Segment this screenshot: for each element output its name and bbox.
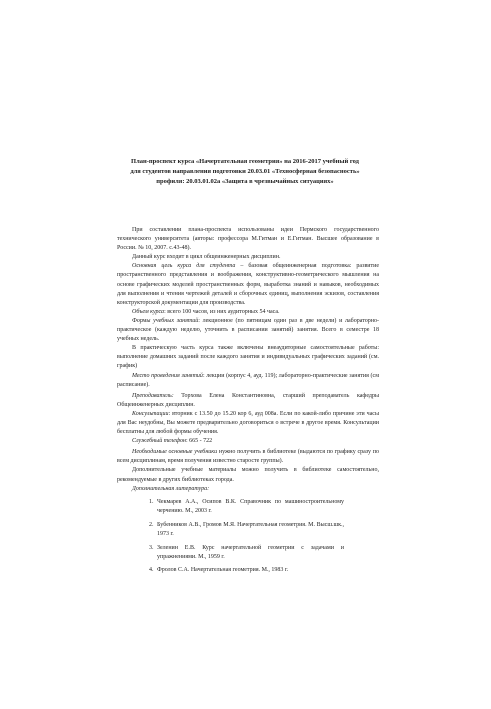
ref-text: Чекмарев А.А., Осипов В.К. Справочник по машиностроительному черчению. М., 2003 г. xyxy=(157,499,344,515)
practice-paragraph: В практическую часть курса также включены внеаудиторные самостоятельные работы: выполнение домашних заданий после каждого занятия и индивидуальных графических заданий (см. график) xyxy=(117,345,379,370)
goal-paragraph xyxy=(117,262,379,307)
consult-label: Консультации xyxy=(132,410,169,417)
intro-paragraph: При составлении плана-проспекта использованы идеи Пермского государственного технического университета (авторы: профессора М.Гитман и Е.Гитман. Высшее образование в России. № 10, 2007. с.43-48). xyxy=(117,227,379,252)
volume-paragraph xyxy=(117,308,379,317)
textbooks-text: нужно получить в библиотеке (выдаются по графику сразу по всем дисциплинам, время получения известно старосте группы). xyxy=(117,449,379,465)
document-title xyxy=(104,157,386,187)
textbooks-paragraph xyxy=(117,448,379,466)
volume-text: : всего 100 часов, из них аудиторных 54 часа. xyxy=(164,308,280,315)
title-line-3: профиля: 20.03.01.02а «Защита в чрезвычайных ситуациях» xyxy=(156,178,334,185)
refs-label: Дополнительная литература: xyxy=(132,485,210,492)
ref-number: 4. xyxy=(149,567,154,574)
teacher-text: Торхова Елена Константиновна, старший преподаватель кафедры Общеинженерных дисциплин. xyxy=(117,392,379,408)
document-body xyxy=(117,226,379,575)
forms-text: : лекционное (по пятницам один раз в две недели) и лабораторно-практическое (каждую неделю, уточнить в расписании занятий) занятия. Всего в семестре 18 учебных недель. xyxy=(117,317,379,343)
list-item xyxy=(117,566,379,575)
title-line-1: План-проспект курса «Начертательная геометрия» на 2016-2017 учебный год xyxy=(131,158,359,165)
goal-label: Основная цель курса для студента xyxy=(132,263,236,270)
ref-text: Фролов С.А. Начертательная геометрия. М., 1983 г. xyxy=(157,567,289,574)
references-list xyxy=(117,498,379,575)
ref-number: 2. xyxy=(149,521,154,528)
forms-label: Формы учебных занятий xyxy=(132,317,199,324)
ref-text: Зеленин Е.В. Курс начертательной геометрии с задачами и упражнениями. М., 1959 г. xyxy=(157,544,344,560)
ref-text: Бубенников А.В., Громов М.Я. Начертательная геометрия. М. Высш.шк., 1973 г. xyxy=(157,521,344,537)
consult-paragraph xyxy=(117,410,379,437)
list-item xyxy=(117,498,379,516)
refs-heading xyxy=(117,485,379,494)
place-label: Место проведения занятий xyxy=(132,372,203,379)
list-item xyxy=(117,521,379,539)
place-paragraph xyxy=(117,372,379,390)
teacher-paragraph xyxy=(117,392,379,410)
teacher-label: Преподаватель: xyxy=(132,392,174,399)
goal-text: – базовая общеинженерная подготовка: развитие пространственного представления и воображения, конструктивно-геометрического мышления на основе графических моделей пространственных форм, выработка знаний и навыков, необходимых для выполнения и чтения чертежей деталей и сборочных единиц, выполнения эскизов, составления конструкторской документации для производства. xyxy=(117,263,379,306)
cycle-paragraph: Данный курс входит в цикл общеинженерных дисциплин. xyxy=(132,254,281,261)
extra-paragraph: Дополнительные учебные материалы можно получить в библиотеке самостоятельно, рекомендуемые в других библиотеках города. xyxy=(117,467,379,483)
title-line-2: для студентов направления подготовки 20.03.01 «Техносферная безопасность» xyxy=(130,168,360,175)
forms-paragraph xyxy=(117,317,379,344)
volume-label: Объем курса xyxy=(132,308,165,315)
place-text: : лекции (корпус 4, ауд. 119); лабораторно-практические занятия (см расписание). xyxy=(117,372,379,388)
consult-text: : вторник с 13.50 до 15.20 кор 6, ауд 008а. Если по какой-либо причине эти часы для Вас неудобны, Вы можете предварительно договориться о встрече в другое время. Консультации бесплатны для любой формы обучения. xyxy=(117,410,379,436)
phone-paragraph xyxy=(117,437,379,446)
ref-number: 1. xyxy=(149,499,154,506)
ref-number: 3. xyxy=(149,544,154,551)
phone-text: : 665 - 722 xyxy=(185,438,213,445)
textbooks-label: Необходимые основные учебники xyxy=(132,449,218,456)
phone-label: Служебный телефон xyxy=(132,438,186,445)
list-item xyxy=(117,544,379,562)
